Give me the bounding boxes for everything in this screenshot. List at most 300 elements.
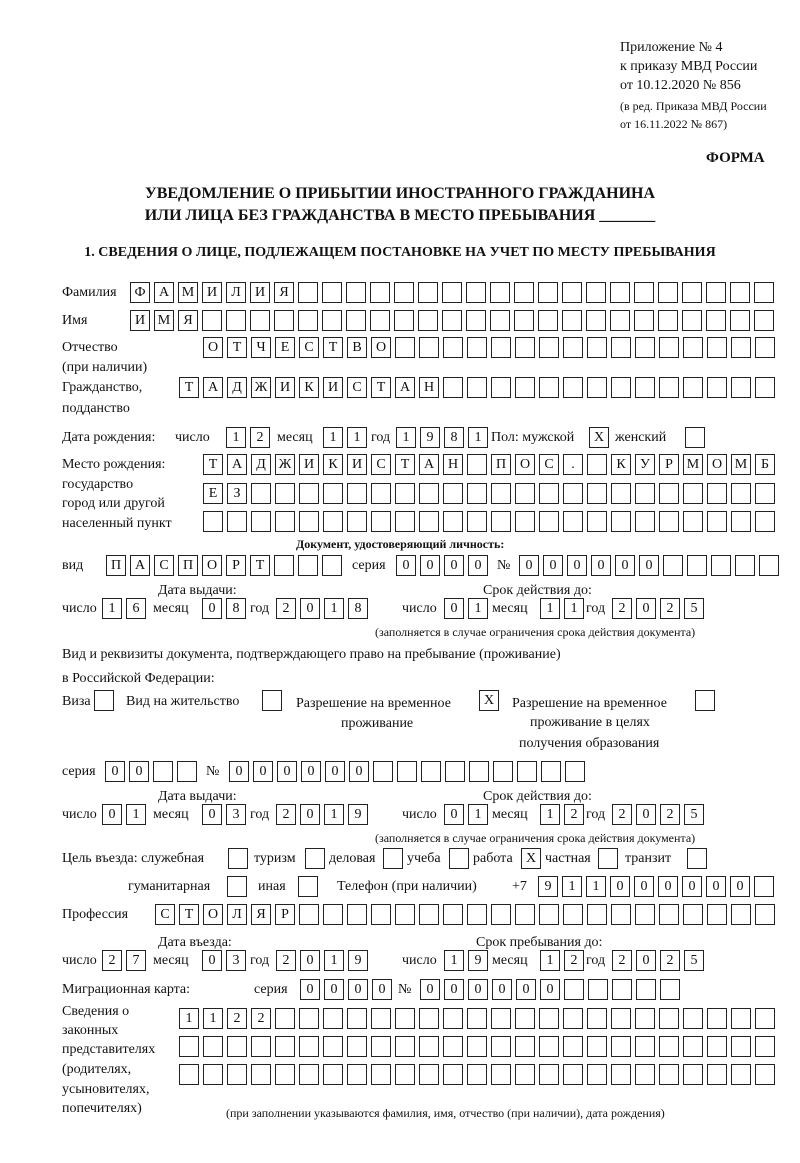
doc-number-cell[interactable] [759, 555, 779, 576]
reps1-cell[interactable] [419, 1008, 439, 1029]
right-number-cell[interactable]: 0 [325, 761, 345, 782]
patronymic-cell[interactable]: О [371, 337, 391, 358]
visa-checkbox[interactable] [94, 690, 114, 711]
reps3-cell[interactable] [515, 1064, 535, 1085]
pob1-cell[interactable]: М [731, 454, 751, 475]
profession-cell[interactable]: Т [179, 904, 199, 925]
pob2-cell[interactable] [443, 483, 463, 504]
surname-cell[interactable] [298, 282, 318, 303]
entry-year-cell[interactable]: 9 [348, 950, 368, 971]
right-number-cell[interactable] [565, 761, 585, 782]
dob-year-cell[interactable]: 9 [420, 427, 440, 448]
phone-cell[interactable]: 0 [610, 876, 630, 897]
surname-cell[interactable] [370, 282, 390, 303]
profession-cell[interactable] [659, 904, 679, 925]
phone-cell[interactable]: 0 [706, 876, 726, 897]
reps1-cell[interactable] [587, 1008, 607, 1029]
surname-cell[interactable] [466, 282, 486, 303]
pob1-cell[interactable]: О [707, 454, 727, 475]
mc-number-cell[interactable] [564, 979, 584, 1000]
mc-number-cell[interactable] [660, 979, 680, 1000]
profession-cell[interactable] [755, 904, 775, 925]
reps2-cell[interactable] [755, 1036, 775, 1057]
right-issue-year-cell[interactable]: 2 [276, 804, 296, 825]
reps2-cell[interactable] [707, 1036, 727, 1057]
reps3-cell[interactable] [587, 1064, 607, 1085]
doc-series-cell[interactable]: 0 [468, 555, 488, 576]
surname-cell[interactable]: И [202, 282, 222, 303]
doc-kind-cell[interactable]: А [130, 555, 150, 576]
dob-day-cell[interactable]: 2 [250, 427, 270, 448]
pob2-cell[interactable] [683, 483, 703, 504]
name-cell[interactable] [346, 310, 366, 331]
patronymic-cell[interactable] [539, 337, 559, 358]
doc-number-cell[interactable]: 0 [519, 555, 539, 576]
pob3-cell[interactable] [491, 511, 511, 532]
reps3-cell[interactable] [227, 1064, 247, 1085]
pob2-cell[interactable] [635, 483, 655, 504]
surname-cell[interactable] [490, 282, 510, 303]
profession-cell[interactable]: Л [227, 904, 247, 925]
right-number-cell[interactable]: 0 [301, 761, 321, 782]
surname-cell[interactable] [586, 282, 606, 303]
sex-male-checkbox[interactable]: X [589, 427, 609, 448]
doc-valid-year-cell[interactable]: 2 [660, 598, 680, 619]
patronymic-cell[interactable] [635, 337, 655, 358]
pob3-cell[interactable] [659, 511, 679, 532]
right-issue-month-cell[interactable]: 3 [226, 804, 246, 825]
reps3-cell[interactable] [467, 1064, 487, 1085]
patronymic-cell[interactable] [587, 337, 607, 358]
mc-number-cell[interactable]: 0 [540, 979, 560, 1000]
profession-cell[interactable] [515, 904, 535, 925]
name-cell[interactable] [202, 310, 222, 331]
citizenship-cell[interactable] [659, 377, 679, 398]
pob2-cell[interactable] [563, 483, 583, 504]
reps2-cell[interactable] [179, 1036, 199, 1057]
reps1-cell[interactable] [443, 1008, 463, 1029]
profession-cell[interactable] [539, 904, 559, 925]
reps1-cell[interactable] [347, 1008, 367, 1029]
right-number-cell[interactable] [445, 761, 465, 782]
citizenship-cell[interactable] [755, 377, 775, 398]
name-cell[interactable] [466, 310, 486, 331]
name-cell[interactable] [586, 310, 606, 331]
doc-number-cell[interactable]: 0 [591, 555, 611, 576]
citizenship-cell[interactable]: С [347, 377, 367, 398]
reps1-cell[interactable] [515, 1008, 535, 1029]
phone-cell[interactable]: 0 [682, 876, 702, 897]
right-valid-year-cell[interactable]: 0 [636, 804, 656, 825]
reps2-cell[interactable] [515, 1036, 535, 1057]
reps1-cell[interactable] [659, 1008, 679, 1029]
profession-cell[interactable] [347, 904, 367, 925]
reps3-cell[interactable] [419, 1064, 439, 1085]
purpose-transit-checkbox[interactable] [687, 848, 707, 869]
doc-valid-year-cell[interactable]: 0 [636, 598, 656, 619]
reps2-cell[interactable] [227, 1036, 247, 1057]
patronymic-cell[interactable]: Т [323, 337, 343, 358]
citizenship-cell[interactable]: Н [419, 377, 439, 398]
pob1-cell[interactable]: П [491, 454, 511, 475]
pob1-cell[interactable]: Б [755, 454, 775, 475]
reps2-cell[interactable] [371, 1036, 391, 1057]
pob3-cell[interactable] [443, 511, 463, 532]
reps1-cell[interactable]: 2 [251, 1008, 271, 1029]
surname-cell[interactable]: Л [226, 282, 246, 303]
purpose-tourism-checkbox[interactable] [305, 848, 325, 869]
citizenship-cell[interactable] [491, 377, 511, 398]
reps3-cell[interactable] [179, 1064, 199, 1085]
pob2-cell[interactable] [275, 483, 295, 504]
mc-number-cell[interactable]: 0 [516, 979, 536, 1000]
reps2-cell[interactable] [587, 1036, 607, 1057]
profession-cell[interactable] [395, 904, 415, 925]
pob1-cell[interactable]: С [539, 454, 559, 475]
reps1-cell[interactable] [611, 1008, 631, 1029]
mc-number-cell[interactable]: 0 [468, 979, 488, 1000]
stay-month-cell[interactable]: 2 [564, 950, 584, 971]
pob1-cell[interactable]: Т [203, 454, 223, 475]
right-series-cell[interactable] [153, 761, 173, 782]
profession-cell[interactable] [491, 904, 511, 925]
pob3-cell[interactable] [203, 511, 223, 532]
name-cell[interactable] [490, 310, 510, 331]
patronymic-cell[interactable] [659, 337, 679, 358]
dob-year-cell[interactable]: 1 [396, 427, 416, 448]
reps3-cell[interactable] [275, 1064, 295, 1085]
dob-month-cell[interactable]: 1 [347, 427, 367, 448]
citizenship-cell[interactable]: К [299, 377, 319, 398]
reps3-cell[interactable] [755, 1064, 775, 1085]
mc-series-cell[interactable]: 0 [324, 979, 344, 1000]
pob2-cell[interactable]: Е [203, 483, 223, 504]
pob2-cell[interactable] [491, 483, 511, 504]
doc-kind-cell[interactable]: П [178, 555, 198, 576]
mc-number-cell[interactable]: 0 [444, 979, 464, 1000]
temp-checkbox[interactable]: X [479, 690, 499, 711]
pob2-cell[interactable] [371, 483, 391, 504]
right-valid-year-cell[interactable]: 5 [684, 804, 704, 825]
reps3-cell[interactable] [707, 1064, 727, 1085]
purpose-work-checkbox[interactable]: X [521, 848, 541, 869]
patronymic-cell[interactable]: Ч [251, 337, 271, 358]
pob3-cell[interactable] [755, 511, 775, 532]
patronymic-cell[interactable] [563, 337, 583, 358]
doc-kind-cell[interactable]: С [154, 555, 174, 576]
reps1-cell[interactable] [755, 1008, 775, 1029]
pob1-cell[interactable]: И [299, 454, 319, 475]
reps1-cell[interactable] [275, 1008, 295, 1029]
surname-cell[interactable]: А [154, 282, 174, 303]
pob2-cell[interactable] [611, 483, 631, 504]
reps3-cell[interactable] [443, 1064, 463, 1085]
pob3-cell[interactable] [515, 511, 535, 532]
right-number-cell[interactable] [397, 761, 417, 782]
pob3-cell[interactable] [467, 511, 487, 532]
reps2-cell[interactable] [683, 1036, 703, 1057]
right-number-cell[interactable] [541, 761, 561, 782]
surname-cell[interactable] [394, 282, 414, 303]
profession-cell[interactable]: С [155, 904, 175, 925]
citizenship-cell[interactable] [563, 377, 583, 398]
doc-valid-year-cell[interactable]: 2 [612, 598, 632, 619]
profession-cell[interactable]: Р [275, 904, 295, 925]
doc-issue-day-cell[interactable]: 1 [102, 598, 122, 619]
surname-cell[interactable] [658, 282, 678, 303]
reps3-cell[interactable] [491, 1064, 511, 1085]
doc-kind-cell[interactable] [322, 555, 342, 576]
doc-issue-year-cell[interactable]: 2 [276, 598, 296, 619]
citizenship-cell[interactable] [683, 377, 703, 398]
name-cell[interactable] [730, 310, 750, 331]
phone-cell[interactable]: 0 [730, 876, 750, 897]
pob2-cell[interactable] [323, 483, 343, 504]
right-valid-day-cell[interactable]: 1 [468, 804, 488, 825]
reps2-cell[interactable] [275, 1036, 295, 1057]
purpose-business-checkbox[interactable] [383, 848, 403, 869]
doc-issue-month-cell[interactable]: 8 [226, 598, 246, 619]
profession-cell[interactable]: О [203, 904, 223, 925]
citizenship-cell[interactable] [443, 377, 463, 398]
stay-year-cell[interactable]: 5 [684, 950, 704, 971]
surname-cell[interactable] [754, 282, 774, 303]
purpose-official-checkbox[interactable] [228, 848, 248, 869]
doc-number-cell[interactable] [711, 555, 731, 576]
pob2-cell[interactable] [731, 483, 751, 504]
mc-series-cell[interactable]: 0 [372, 979, 392, 1000]
pob3-cell[interactable] [611, 511, 631, 532]
surname-cell[interactable] [322, 282, 342, 303]
pob2-cell[interactable] [347, 483, 367, 504]
right-number-cell[interactable]: 0 [253, 761, 273, 782]
reps3-cell[interactable] [299, 1064, 319, 1085]
reps2-cell[interactable] [467, 1036, 487, 1057]
tempedu-checkbox[interactable] [695, 690, 715, 711]
doc-number-cell[interactable]: 0 [639, 555, 659, 576]
citizenship-cell[interactable]: Т [179, 377, 199, 398]
phone-cell[interactable]: 1 [586, 876, 606, 897]
right-valid-year-cell[interactable]: 2 [660, 804, 680, 825]
citizenship-cell[interactable]: Т [371, 377, 391, 398]
reps1-cell[interactable] [683, 1008, 703, 1029]
doc-number-cell[interactable]: 0 [615, 555, 635, 576]
doc-valid-day-cell[interactable]: 1 [468, 598, 488, 619]
surname-cell[interactable]: И [250, 282, 270, 303]
citizenship-cell[interactable]: А [395, 377, 415, 398]
reps3-cell[interactable] [731, 1064, 751, 1085]
name-cell[interactable] [706, 310, 726, 331]
reps1-cell[interactable] [539, 1008, 559, 1029]
pob2-cell[interactable] [707, 483, 727, 504]
reps1-cell[interactable]: 1 [179, 1008, 199, 1029]
entry-year-cell[interactable]: 1 [324, 950, 344, 971]
patronymic-cell[interactable] [755, 337, 775, 358]
right-valid-month-cell[interactable]: 2 [564, 804, 584, 825]
doc-kind-cell[interactable]: П [106, 555, 126, 576]
residence-checkbox[interactable] [262, 690, 282, 711]
patronymic-cell[interactable] [395, 337, 415, 358]
surname-cell[interactable] [514, 282, 534, 303]
doc-valid-year-cell[interactable]: 5 [684, 598, 704, 619]
patronymic-cell[interactable]: С [299, 337, 319, 358]
name-cell[interactable] [370, 310, 390, 331]
purpose-study-checkbox[interactable] [449, 848, 469, 869]
name-cell[interactable]: Я [178, 310, 198, 331]
pob3-cell[interactable] [347, 511, 367, 532]
profession-cell[interactable] [419, 904, 439, 925]
pob3-cell[interactable] [731, 511, 751, 532]
pob2-cell[interactable] [395, 483, 415, 504]
profession-cell[interactable]: Я [251, 904, 271, 925]
right-series-cell[interactable]: 0 [129, 761, 149, 782]
pob3-cell[interactable] [371, 511, 391, 532]
surname-cell[interactable] [706, 282, 726, 303]
doc-series-cell[interactable]: 0 [396, 555, 416, 576]
pob1-cell[interactable]: Т [395, 454, 415, 475]
doc-number-cell[interactable] [735, 555, 755, 576]
phone-cell[interactable] [754, 876, 774, 897]
doc-issue-month-cell[interactable]: 0 [202, 598, 222, 619]
name-cell[interactable] [418, 310, 438, 331]
pob1-cell[interactable]: А [227, 454, 247, 475]
reps1-cell[interactable]: 1 [203, 1008, 223, 1029]
reps3-cell[interactable] [323, 1064, 343, 1085]
phone-cell[interactable]: 1 [562, 876, 582, 897]
doc-valid-day-cell[interactable]: 0 [444, 598, 464, 619]
profession-cell[interactable] [707, 904, 727, 925]
dob-year-cell[interactable]: 8 [444, 427, 464, 448]
citizenship-cell[interactable] [707, 377, 727, 398]
reps3-cell[interactable] [251, 1064, 271, 1085]
reps2-cell[interactable] [443, 1036, 463, 1057]
name-cell[interactable] [682, 310, 702, 331]
citizenship-cell[interactable]: Д [227, 377, 247, 398]
citizenship-cell[interactable] [731, 377, 751, 398]
pob2-cell[interactable] [419, 483, 439, 504]
reps3-cell[interactable] [203, 1064, 223, 1085]
pob2-cell[interactable] [587, 483, 607, 504]
right-number-cell[interactable] [493, 761, 513, 782]
entry-day-cell[interactable]: 7 [126, 950, 146, 971]
pob1-cell[interactable]: М [683, 454, 703, 475]
pob3-cell[interactable] [395, 511, 415, 532]
reps1-cell[interactable]: 2 [227, 1008, 247, 1029]
purpose-private-checkbox[interactable] [598, 848, 618, 869]
patronymic-cell[interactable] [467, 337, 487, 358]
right-number-cell[interactable] [421, 761, 441, 782]
doc-number-cell[interactable] [663, 555, 683, 576]
profession-cell[interactable] [467, 904, 487, 925]
reps3-cell[interactable] [659, 1064, 679, 1085]
dob-day-cell[interactable]: 1 [226, 427, 246, 448]
right-valid-year-cell[interactable]: 2 [612, 804, 632, 825]
right-series-cell[interactable] [177, 761, 197, 782]
doc-issue-day-cell[interactable]: 6 [126, 598, 146, 619]
citizenship-cell[interactable] [539, 377, 559, 398]
reps3-cell[interactable] [611, 1064, 631, 1085]
name-cell[interactable] [658, 310, 678, 331]
profession-cell[interactable] [635, 904, 655, 925]
doc-number-cell[interactable] [687, 555, 707, 576]
doc-issue-year-cell[interactable]: 1 [324, 598, 344, 619]
name-cell[interactable]: И [130, 310, 150, 331]
patronymic-cell[interactable] [611, 337, 631, 358]
name-cell[interactable]: М [154, 310, 174, 331]
pob1-cell[interactable]: С [371, 454, 391, 475]
citizenship-cell[interactable] [611, 377, 631, 398]
reps2-cell[interactable] [251, 1036, 271, 1057]
right-issue-year-cell[interactable]: 0 [300, 804, 320, 825]
reps3-cell[interactable] [683, 1064, 703, 1085]
citizenship-cell[interactable]: Ж [251, 377, 271, 398]
patronymic-cell[interactable]: В [347, 337, 367, 358]
name-cell[interactable] [298, 310, 318, 331]
pob3-cell[interactable] [419, 511, 439, 532]
pob1-cell[interactable]: . [563, 454, 583, 475]
reps1-cell[interactable] [707, 1008, 727, 1029]
reps1-cell[interactable] [323, 1008, 343, 1029]
stay-year-cell[interactable]: 2 [612, 950, 632, 971]
pob2-cell[interactable] [515, 483, 535, 504]
right-issue-year-cell[interactable]: 1 [324, 804, 344, 825]
citizenship-cell[interactable]: А [203, 377, 223, 398]
reps1-cell[interactable] [395, 1008, 415, 1029]
pob3-cell[interactable] [251, 511, 271, 532]
doc-kind-cell[interactable]: О [202, 555, 222, 576]
pob2-cell[interactable] [659, 483, 679, 504]
right-series-cell[interactable]: 0 [105, 761, 125, 782]
mc-number-cell[interactable]: 0 [420, 979, 440, 1000]
pob2-cell[interactable] [299, 483, 319, 504]
pob1-cell[interactable] [467, 454, 487, 475]
doc-number-cell[interactable]: 0 [567, 555, 587, 576]
mc-number-cell[interactable] [612, 979, 632, 1000]
pob1-cell[interactable]: Н [443, 454, 463, 475]
surname-cell[interactable]: Ф [130, 282, 150, 303]
name-cell[interactable] [394, 310, 414, 331]
surname-cell[interactable] [562, 282, 582, 303]
pob2-cell[interactable] [251, 483, 271, 504]
reps1-cell[interactable] [635, 1008, 655, 1029]
pob1-cell[interactable]: И [347, 454, 367, 475]
pob1-cell[interactable]: К [323, 454, 343, 475]
reps3-cell[interactable] [395, 1064, 415, 1085]
name-cell[interactable] [514, 310, 534, 331]
patronymic-cell[interactable] [419, 337, 439, 358]
reps2-cell[interactable] [731, 1036, 751, 1057]
surname-cell[interactable] [418, 282, 438, 303]
doc-valid-month-cell[interactable]: 1 [540, 598, 560, 619]
surname-cell[interactable] [610, 282, 630, 303]
phone-cell[interactable]: 0 [658, 876, 678, 897]
pob3-cell[interactable] [323, 511, 343, 532]
pob3-cell[interactable] [635, 511, 655, 532]
profession-cell[interactable] [563, 904, 583, 925]
pob1-cell[interactable]: Ж [275, 454, 295, 475]
patronymic-cell[interactable]: Т [227, 337, 247, 358]
doc-kind-cell[interactable]: Р [226, 555, 246, 576]
doc-number-cell[interactable]: 0 [543, 555, 563, 576]
pob3-cell[interactable] [299, 511, 319, 532]
name-cell[interactable] [442, 310, 462, 331]
entry-year-cell[interactable]: 2 [276, 950, 296, 971]
pob3-cell[interactable] [539, 511, 559, 532]
right-number-cell[interactable]: 0 [349, 761, 369, 782]
surname-cell[interactable] [730, 282, 750, 303]
doc-kind-cell[interactable]: Т [250, 555, 270, 576]
right-number-cell[interactable] [373, 761, 393, 782]
